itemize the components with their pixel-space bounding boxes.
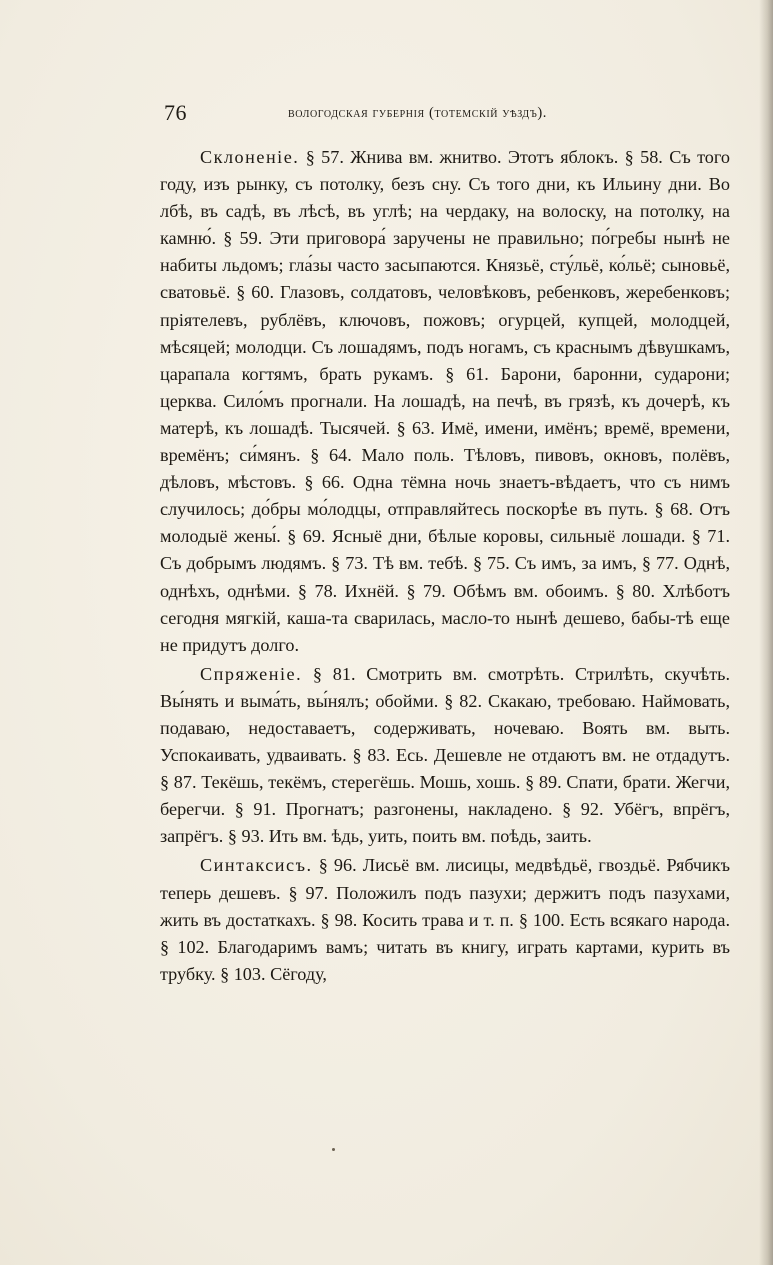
paragraph-text: § 81. Смотрить вм. смотрѣть. Стрилѣть, скучѣть. Вы́нять и выма́ть, вы́нялъ; обойми. § 82. Скакаю, требоваю. Наймовать, подаваю, недоставаетъ, содерживать, ночеваю. Воять вм. выть. Успокаивать, удваивать. § 83. Есь. Дешевле не отдаютъ вм. не отдадутъ. § 87. Текёшь, текёмъ, стерегёшь. Мошь, хошь. § 89. Спати, брати. Жегчи, берегчи. § 91. Прогнатъ; разгонены, накладено. § 92. Убёгъ, впрёгъ, запрёгъ. § 93. Ить вм. ѣдь, уить, поить вм. поѣдь, заить. bbox=[160, 663, 731, 847]
paragraph-syntax bbox=[160, 852, 730, 987]
body-text bbox=[160, 144, 730, 988]
section-heading: Синтаксисъ. bbox=[200, 855, 313, 876]
paragraph-text: § 96. Лисьё вм. лисицы, медвѣдьё, гвоздьё. Рябчикъ теперь дешевъ. § 97. Положилъ подъ пазухи; держитъ подъ пазухами, жить въ достаткахъ. § 98. Косить трава и т. п. § 100. Есть всякаго народа. § 102. Благодаримъ вамъ; читать въ книгу, играть картами, курить въ трубку. § 103. Сёгоду, bbox=[160, 855, 730, 984]
running-head: вологодская губернія (тотемскій уѣздъ). bbox=[288, 105, 548, 121]
page-header bbox=[160, 100, 720, 130]
section-heading: Склоненіе. bbox=[200, 147, 300, 167]
paragraph-text: § 57. Жнива вм. жнитво. Этотъ яблокъ. § 58. Съ того году, изъ рынку, съ потолку, безъ сну. Съ того дни, къ Ильину дни. Во лбѣ, въ садѣ, въ лѣсѣ, въ углѣ; на чердаку, на волоску, на потолку, на камню́. § 59. Эти приговора́ заручены не правильно; по́гребы нынѣ не набиты льдомъ; гла́зы часто засыпаются. Князьё, сту́льё, ко́льё; сыновьё, сватовьё. § 60. Глазовъ, солдатовъ, человѣковъ, ребенковъ, жеребенковъ; пріятелевъ, рублёвъ, ключовъ, пожовъ; огурцей, купцей, молодцей, мѣсяцей; молодци. Съ лошадямъ, подъ ногамъ, съ краснымъ дѣвушкамъ, царапала когтямъ, брать рукамъ. § 61. Барони, баронни, сударони; церква. Сило́мъ прогнали. На лошадѣ, на печѣ, въ грязѣ, къ дочерѣ, къ матерѣ, къ лошадѣ. Тысячей. § 63. Имё, имени, имёнъ; времё, времени, времёнъ; си́мянъ. § 64. Мало поль. Тѣловъ, пивовъ, окновъ, полёвъ, дѣловъ, мѣстовъ. § 66. Одна тёмна ночь знаетъ-вѣдаетъ, что съ нимъ случилось; до́бры мо́лодцы, отправляйтесь поскорѣе въ путь. § 68. Отъ молодыё жены́. § 69. Ясныё дни, бѣлые коровы, сильныё лошади. § 71. Съ добрымъ людямъ. § 73. Тѣ вм. тебѣ. § 75. Съ имъ, за имъ, § 77. Однѣ, однѣхъ, однѣми. § 78. Ихнёй. § 79. Обѣмъ вм. обоимъ. § 80. Хлѣботъ сегодня мягкій, каша-та сварилась, масло-то нынѣ дешево, бабы-тѣ еще не придутъ долго. bbox=[160, 147, 730, 655]
page-edge-shadow bbox=[759, 0, 773, 1265]
paragraph-conjugation bbox=[160, 661, 730, 851]
page-number: 76 bbox=[164, 100, 187, 125]
section-heading: Спряженіе. bbox=[200, 663, 303, 684]
ink-speck bbox=[332, 1148, 335, 1151]
paragraph-declension bbox=[160, 144, 730, 659]
